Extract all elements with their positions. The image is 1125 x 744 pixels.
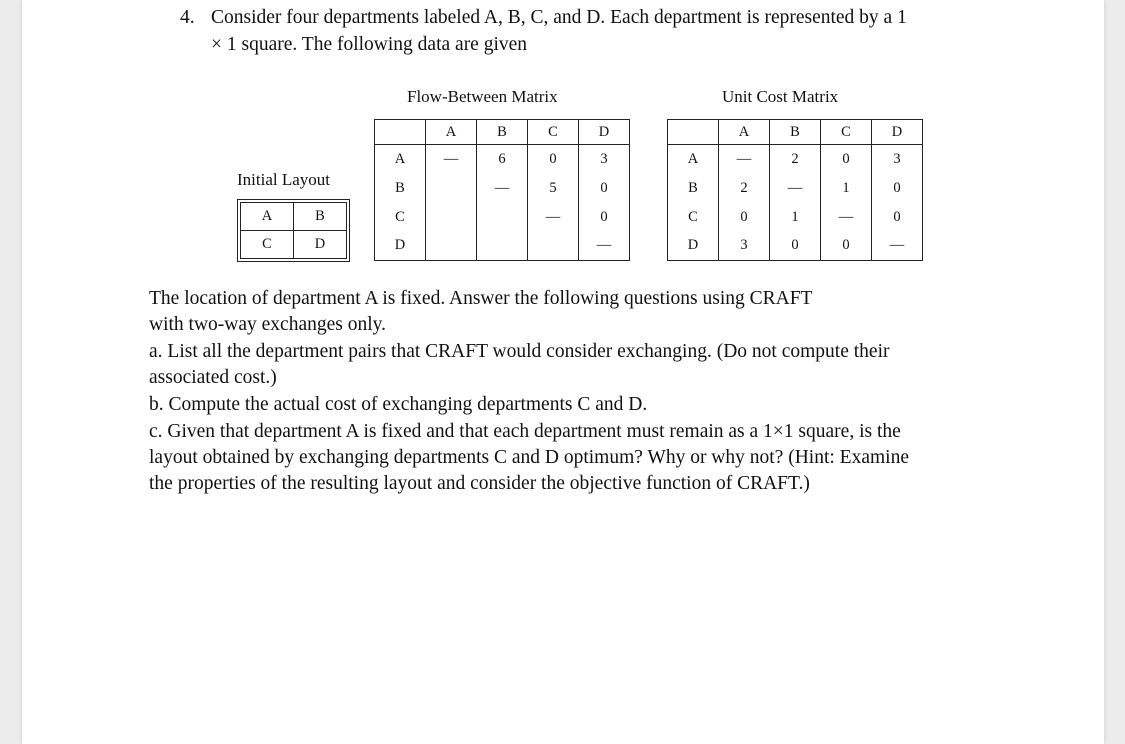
document-page bbox=[22, 0, 1104, 744]
row-header: D bbox=[668, 232, 719, 261]
matrix-cell: 0 bbox=[821, 145, 872, 174]
question-intro-line1: Consider four departments labeled A, B, C, and D. Each department is represented by a 1 bbox=[211, 7, 907, 28]
layout-cell: C bbox=[241, 231, 294, 259]
question-intro-line2: × 1 square. The following data are given bbox=[211, 34, 528, 55]
question-number: 4. bbox=[180, 7, 195, 28]
col-header: D bbox=[872, 120, 923, 145]
matrix-cell: — bbox=[872, 232, 923, 261]
corner-cell bbox=[375, 120, 426, 145]
matrix-cell: 3 bbox=[719, 232, 770, 261]
body-line: The location of department A is fixed. Answer the following questions using CRAFT bbox=[149, 288, 813, 309]
matrix-cell: 0 bbox=[872, 203, 923, 232]
col-header: A bbox=[719, 120, 770, 145]
matrix-cell: — bbox=[770, 174, 821, 203]
matrix-cell: 5 bbox=[528, 174, 579, 203]
question-c-line: the properties of the resulting layout and consider the objective function of CRAFT.) bbox=[149, 473, 810, 494]
row-header: D bbox=[375, 232, 426, 261]
col-header: A bbox=[426, 120, 477, 145]
row-header: B bbox=[668, 174, 719, 203]
cost-matrix-title: Unit Cost Matrix bbox=[722, 87, 839, 106]
row-header: C bbox=[668, 203, 719, 232]
matrix-cell: 2 bbox=[770, 145, 821, 174]
matrix-cell: — bbox=[719, 145, 770, 174]
matrix-cell: 0 bbox=[872, 174, 923, 203]
question-c-line: c. Given that department A is fixed and that each department must remain as a 1×1 square, is the bbox=[149, 421, 901, 442]
row-header: C bbox=[375, 203, 426, 232]
matrix-cell bbox=[477, 203, 528, 232]
matrix-cell: 1 bbox=[821, 174, 872, 203]
matrix-cell bbox=[477, 232, 528, 261]
col-header: C bbox=[821, 120, 872, 145]
unit-cost-matrix bbox=[667, 119, 923, 261]
question-a-line: associated cost.) bbox=[149, 367, 277, 388]
matrix-cell: 2 bbox=[719, 174, 770, 203]
initial-layout-title: Initial Layout bbox=[237, 170, 331, 189]
layout-cell: D bbox=[294, 231, 347, 259]
matrix-cell: — bbox=[528, 203, 579, 232]
matrix-cell: — bbox=[426, 145, 477, 174]
matrix-cell: — bbox=[579, 232, 630, 261]
body-line: with two-way exchanges only. bbox=[149, 314, 387, 335]
matrix-cell: 0 bbox=[719, 203, 770, 232]
row-header: A bbox=[375, 145, 426, 174]
layout-cell: B bbox=[294, 203, 347, 231]
col-header: B bbox=[770, 120, 821, 145]
row-header: A bbox=[668, 145, 719, 174]
question-a-line: a. List all the department pairs that CRAFT would consider exchanging. (Do not compute their bbox=[149, 341, 890, 362]
initial-layout-grid bbox=[240, 202, 347, 259]
matrix-cell bbox=[426, 174, 477, 203]
question-b-line: b. Compute the actual cost of exchanging departments C and D. bbox=[149, 394, 648, 415]
matrix-cell: 3 bbox=[579, 145, 630, 174]
col-header: B bbox=[477, 120, 528, 145]
matrix-cell: 1 bbox=[770, 203, 821, 232]
matrix-cell: 0 bbox=[770, 232, 821, 261]
matrix-cell: — bbox=[477, 174, 528, 203]
matrix-cell bbox=[528, 232, 579, 261]
flow-matrix-title: Flow-Between Matrix bbox=[407, 87, 558, 106]
matrix-cell: — bbox=[821, 203, 872, 232]
col-header: C bbox=[528, 120, 579, 145]
matrix-cell: 0 bbox=[821, 232, 872, 261]
col-header: D bbox=[579, 120, 630, 145]
flow-between-matrix bbox=[374, 119, 630, 261]
matrix-cell: 0 bbox=[579, 203, 630, 232]
corner-cell bbox=[668, 120, 719, 145]
matrix-cell: 0 bbox=[579, 174, 630, 203]
matrix-cell bbox=[426, 203, 477, 232]
matrix-cell: 3 bbox=[872, 145, 923, 174]
matrix-cell bbox=[426, 232, 477, 261]
row-header: B bbox=[375, 174, 426, 203]
matrix-cell: 0 bbox=[528, 145, 579, 174]
matrix-cell: 6 bbox=[477, 145, 528, 174]
layout-cell: A bbox=[241, 203, 294, 231]
question-c-line: layout obtained by exchanging departments C and D optimum? Why or why not? (Hint: Examine bbox=[149, 447, 909, 468]
